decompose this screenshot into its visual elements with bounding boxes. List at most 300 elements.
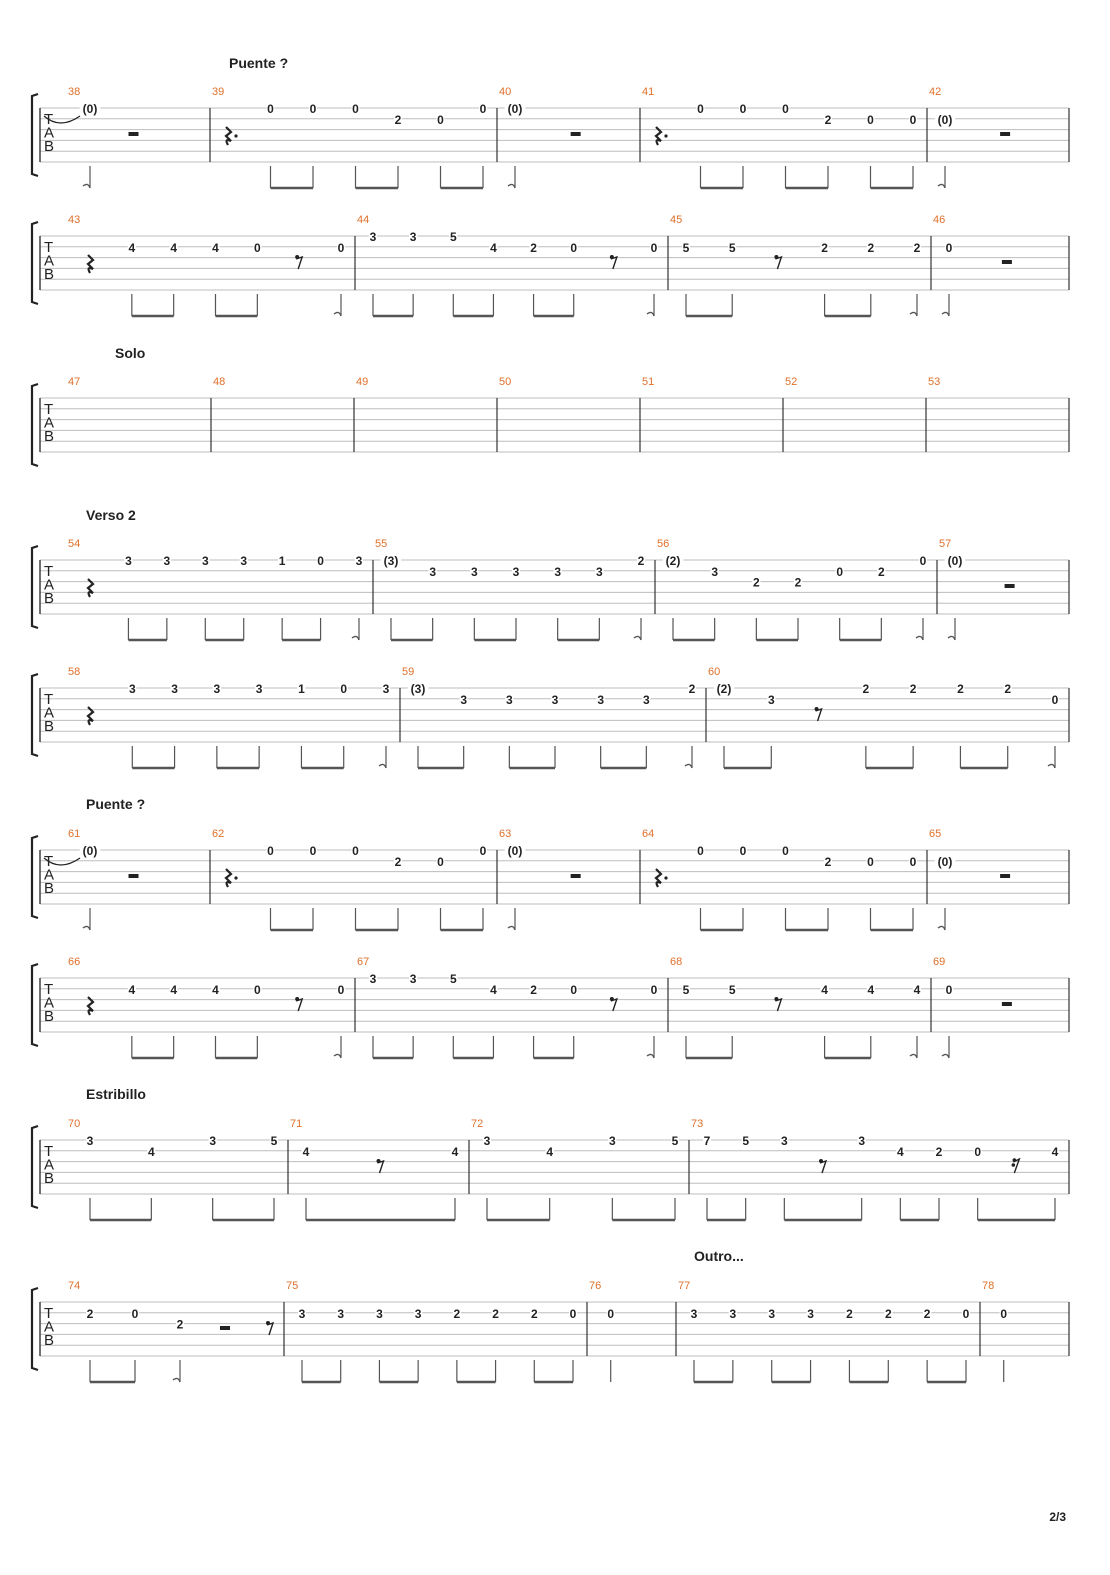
note-flag [685,764,692,768]
fret-number: 0 [1000,1306,1008,1321]
fret-number: (0) [937,112,953,127]
fret-number: 0 [267,102,274,116]
eighth-rest [775,999,781,1011]
fret-number: 3 [213,682,221,696]
fret-number: 4 [490,982,497,997]
measure-number: 39 [212,86,225,98]
tab-clef-letter: T [44,691,54,708]
measure-number: 72 [471,1118,484,1130]
eighth-rest [378,1161,384,1173]
fret-number: 4 [913,982,921,997]
fret-number: 3 [255,682,263,696]
half-rest [1000,874,1010,878]
tab-clef-letter: A [44,252,55,270]
fret-number: 3 [768,1306,776,1321]
tab-clef-letter: B [44,138,55,155]
fret-number: 5 [682,982,690,997]
fret-number: 3 [429,564,437,579]
system-bracket [32,94,38,176]
fret-number: 0 [317,554,324,568]
half-rest [129,132,139,136]
measure [642,828,917,930]
fret-number: 0 [945,982,953,997]
measure-number: 64 [642,828,655,840]
tab-clef-letter: B [44,1008,55,1025]
tab-clef-letter: B [44,1332,55,1349]
measure-number: 52 [785,376,798,388]
fret-number: 0 [607,1306,615,1321]
fret-number: 0 [479,844,487,858]
note-flag [334,1054,341,1058]
fret-number: 2 [453,1306,461,1321]
fret-number: 3 [240,554,248,568]
measure [286,1280,577,1382]
rest-dot [234,134,237,137]
measure-number: 66 [68,956,81,968]
fret-number: 2 [824,854,832,869]
fret-number: (2) [716,682,732,696]
measure [678,1280,970,1382]
fret-number: 2 [688,682,696,696]
note-flag [647,1054,654,1058]
note-flag [916,636,923,640]
system-bracket [32,964,38,1046]
fret-number: 2 [752,575,760,590]
fret-number: (3) [410,682,426,696]
measure [499,828,581,930]
fret-number: 0 [267,844,274,858]
fret-number: 3 [201,554,209,568]
measure [691,1118,1059,1220]
measure-number: 71 [290,1118,303,1130]
fret-number: 0 [836,564,844,579]
fret-number: 4 [896,1144,904,1159]
fret-number: 3 [409,972,417,986]
measure-number: 61 [68,828,81,840]
fret-number: (3) [383,554,399,568]
tab-clef-letter: A [44,866,55,884]
tab-system [32,666,1069,768]
fret-number: 4 [451,1144,459,1159]
tab-clef-letter: T [44,111,54,128]
tab-clef-letter: A [44,1156,55,1174]
tab-system [32,956,1069,1058]
fret-number: 3 [355,554,363,568]
fret-number: 0 [570,240,578,255]
measure [708,666,1059,768]
fret-number: 0 [867,112,874,127]
measure-number: 47 [68,376,81,388]
measure-number: 70 [68,1118,81,1130]
fret-number: 2 [957,682,964,696]
tab-clef-letter: B [44,428,55,445]
fret-number: 3 [512,564,520,579]
measure-number: 68 [670,956,683,968]
fret-number: 2 [821,240,828,255]
measure [939,538,1015,640]
fret-number: 4 [821,982,828,997]
tab-clef-letter: T [44,1305,54,1322]
eighth-rest [296,257,302,269]
fret-number: 3 [128,682,136,696]
fret-number: 3 [595,564,603,579]
fret-number: 2 [862,682,870,696]
measure [499,86,581,188]
fret-number: 5 [449,972,457,986]
measure [670,214,921,316]
tab-clef-letter: A [44,704,55,722]
tab-clef-letter: A [44,1318,55,1336]
tab-clef-letter: B [44,1170,55,1187]
measure [929,828,1010,930]
measure-number: 59 [402,666,415,678]
tab-clef-letter: B [44,266,55,283]
fret-number: 5 [671,1134,679,1148]
eighth-rest [611,999,617,1011]
fret-number: (0) [82,844,98,858]
note-flag [910,1054,917,1058]
fret-number: 3 [597,692,605,707]
fret-number: (0) [82,102,98,116]
fret-number: 0 [697,102,704,116]
measure [357,214,658,316]
measure-number: 44 [357,214,370,226]
half-rest [1002,1002,1012,1006]
fret-number: 0 [253,982,261,997]
measure-number: 60 [708,666,721,678]
half-rest [1002,260,1012,264]
fret-number: 3 [460,692,468,707]
fret-number: 2 [530,1306,538,1321]
measure-number: 67 [357,956,370,968]
tab-clef-letter: B [44,880,55,897]
fret-number: (0) [507,102,523,116]
fret-number: 0 [337,982,345,997]
note-flag [910,312,917,316]
system-bracket [32,384,38,466]
tab-clef-letter: B [44,590,55,607]
section-label: Outro... [694,1248,744,1264]
measure-number: 43 [68,214,81,226]
fret-number: 0 [962,1306,970,1321]
fret-number: 2 [86,1306,94,1321]
fret-number: 2 [824,112,832,127]
note-flag [1048,764,1055,768]
eighth-rest [611,257,617,269]
fret-number: 3 [858,1134,866,1148]
fret-number: 2 [1004,682,1012,696]
tab-system [32,538,1069,640]
half-rest [571,874,581,878]
fret-number: 4 [212,240,219,255]
fret-number: 0 [782,844,789,858]
fret-number: 3 [554,564,562,579]
eighth-rest [267,1323,273,1335]
tab-clef-letter: B [44,718,55,735]
note-flag [938,926,945,930]
fret-number: 1 [298,682,305,696]
note-flag [942,1054,949,1058]
half-rest [220,1326,230,1330]
fret-number: 2 [530,982,537,997]
fret-number: (0) [507,844,523,858]
note-flag [647,312,654,316]
note-flag [83,184,90,188]
fret-number: 3 [369,230,377,244]
fret-number: 2 [884,1306,892,1321]
tab-clef-letter: T [44,981,54,998]
measure-number: 40 [499,86,512,98]
system-bracket [32,836,38,918]
tab-system [32,1118,1069,1220]
fret-number: 0 [782,102,789,116]
fret-number: 2 [637,554,645,568]
fret-number: 0 [974,1144,982,1159]
fret-number: 2 [794,575,802,590]
measure-number: 57 [939,538,952,550]
fret-number: 0 [570,982,578,997]
measure [213,376,225,388]
fret-number: 3 [483,1134,491,1148]
fret-number: 0 [337,240,345,255]
measure-number: 75 [286,1280,299,1292]
fret-number: 0 [739,102,747,116]
fret-number: 3 [414,1306,422,1321]
fret-number: 2 [877,564,885,579]
fret-number: 3 [86,1134,94,1148]
section-label: Verso 2 [86,507,136,523]
measure [471,1118,679,1220]
measure [68,956,345,1058]
measure [933,956,1012,1058]
fret-number: 3 [376,1306,383,1321]
fret-number: 3 [780,1134,788,1148]
fret-number: 2 [846,1306,853,1321]
system-bracket [32,1126,38,1208]
fret-number: 4 [147,1144,155,1159]
fret-number: 0 [650,240,658,255]
fret-number: 2 [394,854,402,869]
rest-dot [234,876,237,879]
fret-number: 0 [919,554,927,568]
fret-number: 0 [697,844,704,858]
fret-number: 3 [369,972,377,986]
measure-number: 74 [68,1280,81,1292]
fret-number: 3 [171,682,178,696]
tab-system [32,86,1069,188]
fret-number: 3 [125,554,132,568]
measure [928,376,940,388]
note-flag [334,312,341,316]
fret-number: 4 [212,982,219,997]
fret-number: 0 [352,102,359,116]
fret-number: 5 [742,1134,750,1148]
measure-number: 69 [933,956,946,968]
tab-system [32,376,1069,466]
fret-number: 4 [867,982,875,997]
fret-number: 2 [913,240,921,255]
fret-number: (0) [947,554,963,568]
half-rest [129,874,139,878]
fret-number: 2 [176,1317,184,1332]
measure-number: 49 [356,376,369,388]
fret-number: 0 [569,1306,577,1321]
measure [44,828,139,930]
measure-number: 78 [982,1280,995,1292]
note-flag [173,1378,180,1382]
half-rest [1000,132,1010,136]
measure [68,214,345,316]
section-label: Solo [115,345,146,361]
measure [402,666,696,768]
fret-number: 2 [923,1306,931,1321]
tab-clef-letter: T [44,239,54,256]
fret-number: 2 [867,240,875,255]
measure [44,86,139,188]
eighth-rest [816,709,822,721]
fret-number: 0 [909,854,917,869]
measure [589,1280,615,1382]
fret-number: 3 [551,692,559,707]
fret-number: 3 [298,1306,306,1321]
system-bracket [32,222,38,304]
measure-number: 76 [589,1280,602,1292]
fret-number: 0 [739,844,747,858]
note-flag [508,184,515,188]
measure [357,956,658,1058]
fret-number: 0 [131,1306,139,1321]
tab-clef-letter: A [44,994,55,1012]
section-label: Puente ? [86,796,146,812]
fret-number: 3 [767,692,775,707]
tab-clef-letter: A [44,576,55,594]
fret-number: 3 [163,554,171,568]
fret-number: 3 [470,564,478,579]
measure-number: 38 [68,86,81,98]
fret-number: 4 [170,982,178,997]
note-flag [948,636,955,640]
fret-number: 0 [1051,692,1059,707]
measure-number: 46 [933,214,946,226]
fret-number: 0 [479,102,487,116]
measure-number: 53 [928,376,941,388]
tab-clef-letter: T [44,853,54,870]
measure [68,376,80,388]
measure-number: 45 [670,214,683,226]
fret-number: 3 [505,692,513,707]
system-bracket [32,1288,38,1370]
fret-number: 2 [530,240,537,255]
measure-number: 62 [212,828,225,840]
page-number: 2/3 [1049,1510,1066,1524]
measure [657,538,927,640]
measure [499,376,511,388]
half-rest [1005,584,1015,588]
tab-clef-letter: T [44,401,54,418]
eighth-rest [775,257,781,269]
tab-clef-letter: A [44,414,55,432]
measure-number: 54 [68,538,81,550]
measure-number: 73 [691,1118,704,1130]
fret-number: 3 [337,1306,345,1321]
measure [642,376,654,388]
fret-number: 4 [490,240,497,255]
eighth-rest [296,999,302,1011]
fret-number: 0 [909,112,917,127]
note-flag [938,184,945,188]
measure [212,86,487,188]
measure [375,538,645,640]
fret-number: 3 [729,1306,737,1321]
measure [933,214,1012,316]
measure-number: 58 [68,666,81,678]
fret-number: 0 [309,102,317,116]
section-label: Puente ? [229,55,289,71]
tab-clef-letter: T [44,1143,54,1160]
fret-number: 3 [690,1306,698,1321]
measure-number: 48 [213,376,226,388]
fret-number: 0 [340,682,348,696]
measure-number: 41 [642,86,655,98]
fret-number: 3 [608,1134,616,1148]
note-flag [83,926,90,930]
fret-number: 4 [302,1144,310,1159]
note-flag [634,636,641,640]
fret-number: 0 [650,982,658,997]
tab-clef-letter: A [44,124,55,142]
rest-dot [664,134,667,137]
fret-number: 7 [703,1134,711,1148]
half-rest [571,132,581,136]
measure-number: 63 [499,828,512,840]
measure [356,376,368,388]
note-flag [352,636,359,640]
fret-number: 5 [449,230,457,244]
fret-number: 0 [309,844,317,858]
fret-number: 0 [945,240,953,255]
fret-number: 3 [409,230,417,244]
measure [642,86,917,188]
measure [212,828,487,930]
fret-number: 3 [642,692,650,707]
measure [68,1280,273,1382]
measure [290,1118,459,1220]
measure [982,1280,1008,1382]
fret-number: 3 [382,682,390,696]
fret-number: 4 [128,240,136,255]
fret-number: 0 [437,854,444,869]
measure-number: 51 [642,376,655,388]
rest-dot [664,876,667,879]
fret-number: 5 [270,1134,278,1148]
fret-number: 4 [546,1144,554,1159]
measure [670,956,921,1058]
note-flag [508,926,515,930]
fret-number: 0 [253,240,261,255]
fret-number: 2 [909,682,917,696]
fret-number: 2 [935,1144,943,1159]
fret-number: 5 [728,982,736,997]
eighth-rest [820,1161,826,1173]
fret-number: 3 [807,1306,814,1321]
tab-clef-letter: T [44,563,54,580]
note-flag [942,312,949,316]
measure-number: 50 [499,376,512,388]
measure [68,666,390,768]
measure-number: 55 [375,538,388,550]
fret-number: 5 [682,240,690,255]
fret-number: (2) [665,554,681,568]
